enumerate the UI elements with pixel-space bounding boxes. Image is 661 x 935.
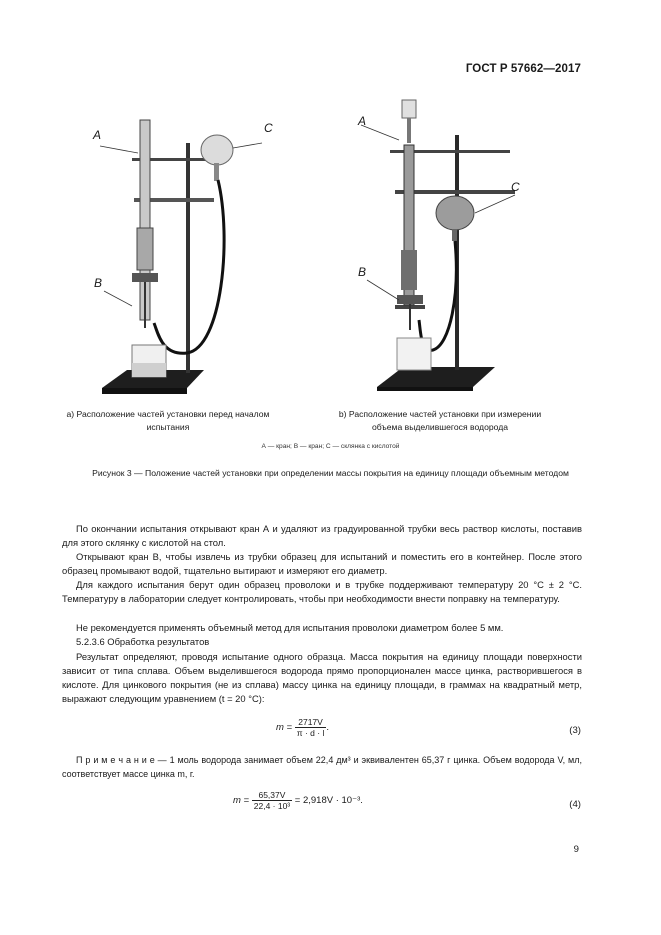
equation-4-denominator: 22,4 · 10³ <box>253 801 291 811</box>
equation-4 <box>233 790 363 811</box>
figure-a-label-b: B <box>94 276 103 290</box>
figure-a-label-a: A <box>93 128 102 142</box>
page-number: 9 <box>573 844 579 855</box>
paragraph-1: По окончании испытания открывают кран А и удаляют из градуированной трубки весь раствор кислоты, поставив для этого склянку с кислотой на стол. <box>62 523 582 548</box>
figure-title: Рисунок 3 — Положение частей установки при определении массы покрытия на единицу площади объемным методом <box>92 468 569 478</box>
paragraph-6: Результат определяют, проводя испытание одного образца. Масса покрытия на единицу площади поверхности зависит от типа сплава. Объем выделившегося водорода прямо пропорционален массе цинка, растворившегося в кислоте. Для цинкового покрытия (не из сплава) массу цинка на единицу площади, в граммах на квадратный метр, выражают следующим уравнением (t = 20 °С): <box>62 651 582 704</box>
figure-caption-b: b) Расположение частей установки при измерении объема выделившегося водорода <box>338 409 542 432</box>
note <box>62 753 582 781</box>
equation-3-tail: . <box>326 722 329 734</box>
note-text: — 1 моль водорода занимает объем 22,4 дм³ и эквивалентен 65,37 г цинка. Объем водорода V, мл, соответствует массе цинка m, г. <box>62 755 582 779</box>
equation-3-denominator: π · d · l <box>296 728 325 738</box>
apparatus-photo-a <box>92 108 292 398</box>
equation-4-lhs: m = <box>233 795 250 807</box>
document-standard-number: ГОСТ Р 57662—2017 <box>465 63 581 75</box>
section-heading: 5.2.3.6 Обработка результатов <box>76 636 210 647</box>
equation-3-number: (3) <box>569 725 581 736</box>
equation-3-numerator: 2717V <box>295 717 327 728</box>
paragraph-3: Для каждого испытания берут один образец проволоки и в трубке поддерживают температуру 20 °С ± 2 °С. Температуру в лаборатории следует контролировать, чтобы при необходимости внести поправку на температуру. <box>62 579 582 604</box>
paragraph-4: Не рекомендуется применять объемный метод для испытания проволоки диаметром более 5 мм. <box>76 622 504 633</box>
equation-4-numerator: 65,37V <box>252 790 292 801</box>
note-label: П р и м е ч а н и е <box>76 755 155 765</box>
equation-4-number: (4) <box>569 799 581 810</box>
figure-a-label-c: C <box>264 121 273 135</box>
figure-caption-a: а) Расположение частей установки перед началом испытания <box>66 409 270 432</box>
figure-b-label-a: A <box>358 114 367 128</box>
figure-b-label-b: B <box>358 265 367 279</box>
equation-3 <box>276 717 329 738</box>
figure-legend: А — кран; В — кран; С — склянка с кислотой <box>261 443 400 450</box>
apparatus-photo-b <box>355 95 555 395</box>
equation-4-rhs: = 2,918V · 10⁻³. <box>294 795 363 807</box>
equation-3-lhs: m = <box>276 722 293 734</box>
paragraph-2: Открывают кран В, чтобы извлечь из трубки образец для испытаний и поместить его в контейнер. После этого образец промывают водой, тщательно вытирают и измеряют его диаметр. <box>62 551 582 576</box>
figure-b-label-c: C <box>511 180 520 194</box>
